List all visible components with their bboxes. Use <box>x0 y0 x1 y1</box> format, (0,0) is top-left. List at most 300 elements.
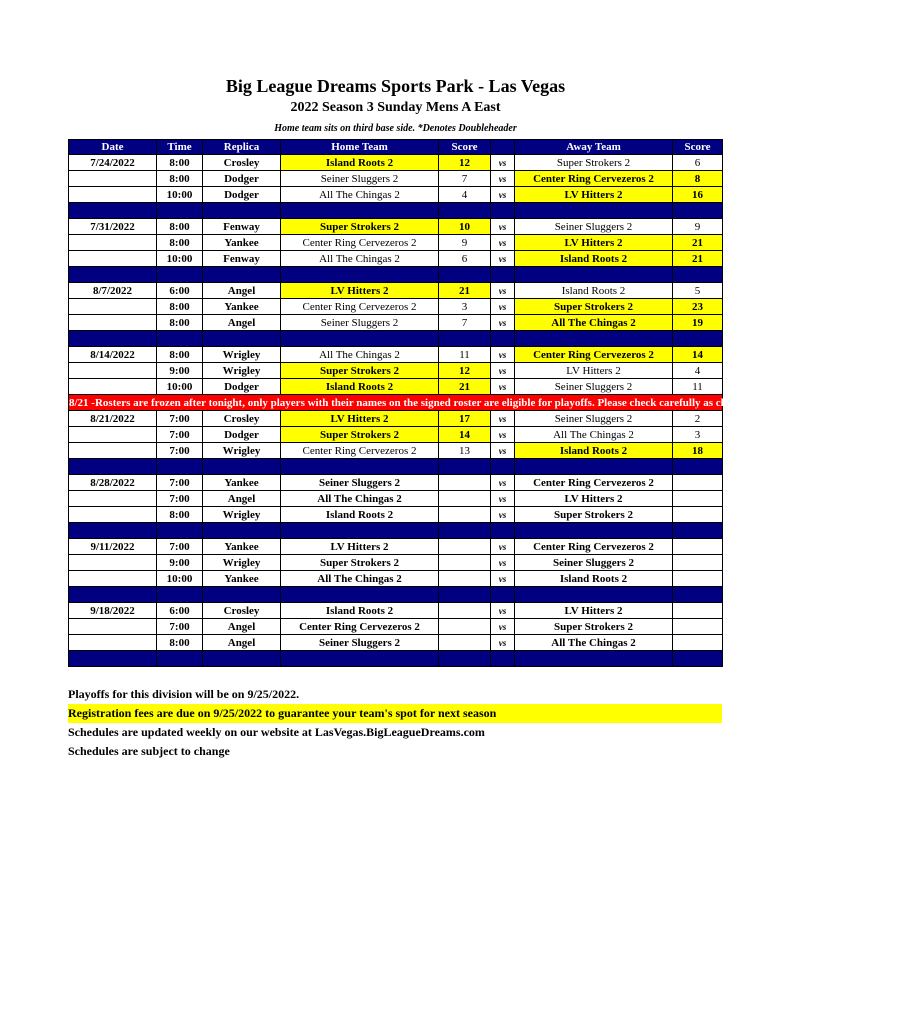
game-replica-field: Fenway <box>203 251 281 267</box>
game-date: 7/24/2022 <box>69 155 157 171</box>
separator-cell <box>491 651 515 667</box>
separator-cell <box>515 651 673 667</box>
separator-cell <box>439 587 491 603</box>
separator-row <box>69 203 723 219</box>
home-team: Center Ring Cervezeros 2 <box>281 619 439 635</box>
home-team: LV Hitters 2 <box>281 283 439 299</box>
separator-cell <box>281 267 439 283</box>
separator-row <box>69 459 723 475</box>
away-team: Seiner Sluggers 2 <box>515 219 673 235</box>
separator-cell <box>69 331 157 347</box>
game-row <box>69 187 723 203</box>
game-replica-field: Angel <box>203 315 281 331</box>
game-replica-field: Angel <box>203 635 281 651</box>
separator-cell <box>673 203 723 219</box>
away-team: Center Ring Cervezeros 2 <box>515 347 673 363</box>
separator-cell <box>203 651 281 667</box>
game-time: 6:00 <box>157 283 203 299</box>
away-team: Seiner Sluggers 2 <box>515 379 673 395</box>
game-replica-field: Fenway <box>203 219 281 235</box>
game-date-empty <box>69 427 157 443</box>
home-team: Seiner Sluggers 2 <box>281 475 439 491</box>
game-time: 8:00 <box>157 235 203 251</box>
home-team: All The Chingas 2 <box>281 571 439 587</box>
game-replica-field: Crosley <box>203 155 281 171</box>
away-team: LV Hitters 2 <box>515 491 673 507</box>
away-score: 23 <box>673 299 723 315</box>
game-time: 8:00 <box>157 315 203 331</box>
separator-cell <box>515 459 673 475</box>
game-replica-field: Wrigley <box>203 555 281 571</box>
separator-cell <box>157 267 203 283</box>
separator-cell <box>491 331 515 347</box>
away-score: 6 <box>673 155 723 171</box>
vs-label: vs <box>491 555 515 571</box>
separator-cell <box>69 651 157 667</box>
col-home-score: Score <box>439 140 491 155</box>
game-time: 7:00 <box>157 443 203 459</box>
home-score <box>439 475 491 491</box>
away-score: 5 <box>673 283 723 299</box>
game-row <box>69 603 723 619</box>
home-team: All The Chingas 2 <box>281 187 439 203</box>
vs-label: vs <box>491 379 515 395</box>
home-score <box>439 491 491 507</box>
home-team: All The Chingas 2 <box>281 251 439 267</box>
separator-row <box>69 587 723 603</box>
separator-cell <box>439 651 491 667</box>
separator-cell <box>69 587 157 603</box>
game-row <box>69 619 723 635</box>
home-team: Seiner Sluggers 2 <box>281 315 439 331</box>
game-time: 9:00 <box>157 555 203 571</box>
away-team: Island Roots 2 <box>515 251 673 267</box>
separator-cell <box>515 267 673 283</box>
game-time: 8:00 <box>157 635 203 651</box>
game-time: 8:00 <box>157 171 203 187</box>
separator-cell <box>515 203 673 219</box>
col-replica: Replica <box>203 140 281 155</box>
separator-cell <box>69 459 157 475</box>
game-date-empty <box>69 171 157 187</box>
separator-row <box>69 267 723 283</box>
separator-cell <box>515 331 673 347</box>
away-team: Super Strokers 2 <box>515 507 673 523</box>
game-date-empty <box>69 299 157 315</box>
away-score <box>673 603 723 619</box>
away-score <box>673 635 723 651</box>
game-date-empty <box>69 555 157 571</box>
home-score: 6 <box>439 251 491 267</box>
home-score: 21 <box>439 379 491 395</box>
game-time: 7:00 <box>157 475 203 491</box>
away-score <box>673 539 723 555</box>
home-score: 14 <box>439 427 491 443</box>
separator-cell <box>515 587 673 603</box>
game-row <box>69 235 723 251</box>
home-score <box>439 539 491 555</box>
game-date-empty <box>69 619 157 635</box>
game-time: 8:00 <box>157 299 203 315</box>
game-replica-field: Angel <box>203 283 281 299</box>
separator-cell <box>439 267 491 283</box>
game-date-empty <box>69 315 157 331</box>
game-replica-field: Angel <box>203 491 281 507</box>
separator-cell <box>439 331 491 347</box>
vs-label: vs <box>491 283 515 299</box>
separator-cell <box>673 459 723 475</box>
schedule-table <box>68 139 900 667</box>
game-row <box>69 507 723 523</box>
separator-cell <box>203 267 281 283</box>
game-time: 7:00 <box>157 619 203 635</box>
roster-notice-row <box>69 395 723 411</box>
separator-row <box>69 651 723 667</box>
vs-label: vs <box>491 299 515 315</box>
vs-label: vs <box>491 315 515 331</box>
separator-cell <box>491 523 515 539</box>
home-score <box>439 619 491 635</box>
away-score: 2 <box>673 411 723 427</box>
away-team: All The Chingas 2 <box>515 635 673 651</box>
home-score: 12 <box>439 363 491 379</box>
home-score: 17 <box>439 411 491 427</box>
game-row <box>69 635 723 651</box>
roster-notice: 8/21 -Rosters are frozen after tonight, only players with their names on the signed roster are eligible for playoffs. Please check carefully as changes will not be made for omissions. <box>69 396 900 409</box>
game-row <box>69 379 723 395</box>
home-team: Super Strokers 2 <box>281 363 439 379</box>
game-date-empty <box>69 443 157 459</box>
game-row <box>69 155 723 171</box>
vs-label: vs <box>491 443 515 459</box>
home-team: Island Roots 2 <box>281 379 439 395</box>
vs-label: vs <box>491 187 515 203</box>
game-date-empty <box>69 187 157 203</box>
vs-label: vs <box>491 363 515 379</box>
vs-label: vs <box>491 251 515 267</box>
separator-cell <box>673 587 723 603</box>
away-team: Super Strokers 2 <box>515 155 673 171</box>
away-score: 18 <box>673 443 723 459</box>
away-team: LV Hitters 2 <box>515 363 673 379</box>
home-team: All The Chingas 2 <box>281 347 439 363</box>
vs-label: vs <box>491 491 515 507</box>
game-time: 10:00 <box>157 379 203 395</box>
game-row <box>69 571 723 587</box>
col-home-team: Home Team <box>281 140 439 155</box>
game-time: 7:00 <box>157 491 203 507</box>
game-row <box>69 315 723 331</box>
separator-cell <box>281 459 439 475</box>
separator-cell <box>157 203 203 219</box>
home-team: Seiner Sluggers 2 <box>281 171 439 187</box>
home-team: All The Chingas 2 <box>281 491 439 507</box>
col-time: Time <box>157 140 203 155</box>
game-row <box>69 411 723 427</box>
separator-cell <box>281 651 439 667</box>
away-score <box>673 619 723 635</box>
away-team: Super Strokers 2 <box>515 619 673 635</box>
game-date-empty <box>69 363 157 379</box>
game-row <box>69 475 723 491</box>
home-score <box>439 507 491 523</box>
away-score <box>673 507 723 523</box>
home-team: LV Hitters 2 <box>281 411 439 427</box>
vs-label: vs <box>491 347 515 363</box>
away-score: 14 <box>673 347 723 363</box>
separator-cell <box>673 267 723 283</box>
game-time: 7:00 <box>157 411 203 427</box>
home-score <box>439 555 491 571</box>
game-date-empty <box>69 571 157 587</box>
game-row <box>69 219 723 235</box>
game-time: 8:00 <box>157 347 203 363</box>
header-row <box>69 140 723 155</box>
away-team: Super Strokers 2 <box>515 299 673 315</box>
game-replica-field: Dodger <box>203 171 281 187</box>
home-team: Island Roots 2 <box>281 507 439 523</box>
separator-cell <box>157 459 203 475</box>
separator-cell <box>203 587 281 603</box>
separator-cell <box>439 459 491 475</box>
vs-label: vs <box>491 539 515 555</box>
home-score: 10 <box>439 219 491 235</box>
game-row <box>69 555 723 571</box>
change-notice: Schedules are subject to change <box>68 744 230 758</box>
game-date: 8/28/2022 <box>69 475 157 491</box>
game-row <box>69 283 723 299</box>
game-replica-field: Yankee <box>203 299 281 315</box>
vs-label: vs <box>491 507 515 523</box>
game-replica-field: Yankee <box>203 539 281 555</box>
separator-cell <box>157 651 203 667</box>
game-row <box>69 299 723 315</box>
game-replica-field: Dodger <box>203 427 281 443</box>
vs-label: vs <box>491 411 515 427</box>
vs-label: vs <box>491 603 515 619</box>
home-score <box>439 603 491 619</box>
footer <box>68 685 728 761</box>
away-score: 21 <box>673 235 723 251</box>
home-team: Island Roots 2 <box>281 603 439 619</box>
vs-label: vs <box>491 619 515 635</box>
game-replica-field: Dodger <box>203 379 281 395</box>
away-score <box>673 571 723 587</box>
away-score: 3 <box>673 427 723 443</box>
game-date-empty <box>69 251 157 267</box>
away-score <box>673 475 723 491</box>
home-team: Center Ring Cervezeros 2 <box>281 299 439 315</box>
separator-cell <box>281 331 439 347</box>
away-team: LV Hitters 2 <box>515 235 673 251</box>
game-time: 8:00 <box>157 219 203 235</box>
game-date-empty <box>69 235 157 251</box>
away-team: Island Roots 2 <box>515 283 673 299</box>
game-replica-field: Crosley <box>203 603 281 619</box>
vs-label: vs <box>491 155 515 171</box>
game-time: 10:00 <box>157 251 203 267</box>
game-replica-field: Wrigley <box>203 443 281 459</box>
away-team: Center Ring Cervezeros 2 <box>515 475 673 491</box>
game-row <box>69 171 723 187</box>
col-date: Date <box>69 140 157 155</box>
game-time: 10:00 <box>157 571 203 587</box>
game-date: 9/11/2022 <box>69 539 157 555</box>
home-team: Center Ring Cervezeros 2 <box>281 235 439 251</box>
separator-cell <box>491 587 515 603</box>
separator-cell <box>157 331 203 347</box>
away-team: Center Ring Cervezeros 2 <box>515 171 673 187</box>
home-team: Super Strokers 2 <box>281 219 439 235</box>
vs-label: vs <box>491 571 515 587</box>
game-date: 7/31/2022 <box>69 219 157 235</box>
away-team: Center Ring Cervezeros 2 <box>515 539 673 555</box>
separator-cell <box>439 203 491 219</box>
away-score <box>673 491 723 507</box>
game-time: 8:00 <box>157 507 203 523</box>
away-score: 19 <box>673 315 723 331</box>
game-date: 8/21/2022 <box>69 411 157 427</box>
separator-cell <box>69 203 157 219</box>
game-replica-field: Crosley <box>203 411 281 427</box>
separator-cell <box>203 331 281 347</box>
vs-label: vs <box>491 235 515 251</box>
game-replica-field: Yankee <box>203 571 281 587</box>
game-date-empty <box>69 491 157 507</box>
away-score: 16 <box>673 187 723 203</box>
website-notice: Schedules are updated weekly on our website at LasVegas.BigLeagueDreams.com <box>68 725 485 739</box>
game-replica-field: Wrigley <box>203 363 281 379</box>
game-date: 9/18/2022 <box>69 603 157 619</box>
away-score: 4 <box>673 363 723 379</box>
vs-label: vs <box>491 475 515 491</box>
separator-cell <box>203 203 281 219</box>
playoffs-notice: Playoffs for this division will be on 9/25/2022. <box>68 687 300 701</box>
page-title: Big League Dreams Sports Park - Las Vegas <box>225 76 566 96</box>
away-score: 9 <box>673 219 723 235</box>
home-score: 12 <box>439 155 491 171</box>
game-time: 8:00 <box>157 155 203 171</box>
registration-notice: Registration fees are due on 9/25/2022 to guarantee your team's spot for next season <box>68 704 722 723</box>
away-score: 11 <box>673 379 723 395</box>
separator-cell <box>515 523 673 539</box>
away-score: 21 <box>673 251 723 267</box>
separator-cell <box>491 267 515 283</box>
col-away-team: Away Team <box>515 140 673 155</box>
away-team: Seiner Sluggers 2 <box>515 555 673 571</box>
home-team: Center Ring Cervezeros 2 <box>281 443 439 459</box>
schedule-body <box>69 155 900 667</box>
away-team: Island Roots 2 <box>515 443 673 459</box>
game-replica-field: Angel <box>203 619 281 635</box>
away-team: Island Roots 2 <box>515 571 673 587</box>
home-score: 4 <box>439 187 491 203</box>
vs-label: vs <box>491 635 515 651</box>
away-team: LV Hitters 2 <box>515 187 673 203</box>
separator-cell <box>281 587 439 603</box>
separator-cell <box>673 651 723 667</box>
separator-cell <box>203 523 281 539</box>
separator-cell <box>281 203 439 219</box>
game-replica-field: Wrigley <box>203 507 281 523</box>
separator-cell <box>157 523 203 539</box>
game-replica-field: Yankee <box>203 235 281 251</box>
separator-cell <box>491 459 515 475</box>
away-team: Seiner Sluggers 2 <box>515 411 673 427</box>
separator-cell <box>69 523 157 539</box>
game-time: 10:00 <box>157 187 203 203</box>
game-replica-field: Dodger <box>203 187 281 203</box>
away-score <box>673 555 723 571</box>
game-time: 9:00 <box>157 363 203 379</box>
home-team: Super Strokers 2 <box>281 555 439 571</box>
game-row <box>69 347 723 363</box>
separator-cell <box>281 523 439 539</box>
col-away-score: Score <box>673 140 723 155</box>
game-time: 6:00 <box>157 603 203 619</box>
home-team: Seiner Sluggers 2 <box>281 635 439 651</box>
col-vs <box>491 140 515 155</box>
separator-cell <box>157 587 203 603</box>
away-team: All The Chingas 2 <box>515 315 673 331</box>
vs-label: vs <box>491 219 515 235</box>
separator-cell <box>491 203 515 219</box>
separator-cell <box>69 267 157 283</box>
home-score: 3 <box>439 299 491 315</box>
separator-cell <box>439 523 491 539</box>
game-replica-field: Wrigley <box>203 347 281 363</box>
separator-cell <box>203 459 281 475</box>
separator-row <box>69 523 723 539</box>
game-replica-field: Yankee <box>203 475 281 491</box>
separator-cell <box>673 523 723 539</box>
home-score <box>439 635 491 651</box>
home-score: 7 <box>439 315 491 331</box>
home-score: 7 <box>439 171 491 187</box>
game-row <box>69 363 723 379</box>
away-team: All The Chingas 2 <box>515 427 673 443</box>
vs-label: vs <box>491 427 515 443</box>
home-team: Super Strokers 2 <box>281 427 439 443</box>
vs-label: vs <box>491 171 515 187</box>
home-team: LV Hitters 2 <box>281 539 439 555</box>
game-time: 7:00 <box>157 539 203 555</box>
game-row <box>69 251 723 267</box>
game-row <box>69 427 723 443</box>
page-subtitle: 2022 Season 3 Sunday Mens A East <box>290 100 501 115</box>
separator-row <box>69 331 723 347</box>
home-score <box>439 571 491 587</box>
away-team: LV Hitters 2 <box>515 603 673 619</box>
game-time: 7:00 <box>157 427 203 443</box>
game-date: 8/14/2022 <box>69 347 157 363</box>
schedule-note: Home team sits on third base side. *Denotes Doubleheader <box>274 123 517 134</box>
home-team: Island Roots 2 <box>281 155 439 171</box>
game-date-empty <box>69 507 157 523</box>
game-row <box>69 443 723 459</box>
away-score: 8 <box>673 171 723 187</box>
separator-cell <box>673 331 723 347</box>
game-date: 8/7/2022 <box>69 283 157 299</box>
game-date-empty <box>69 635 157 651</box>
home-score: 11 <box>439 347 491 363</box>
game-row <box>69 539 723 555</box>
game-date-empty <box>69 379 157 395</box>
game-row <box>69 491 723 507</box>
home-score: 13 <box>439 443 491 459</box>
home-score: 9 <box>439 235 491 251</box>
home-score: 21 <box>439 283 491 299</box>
